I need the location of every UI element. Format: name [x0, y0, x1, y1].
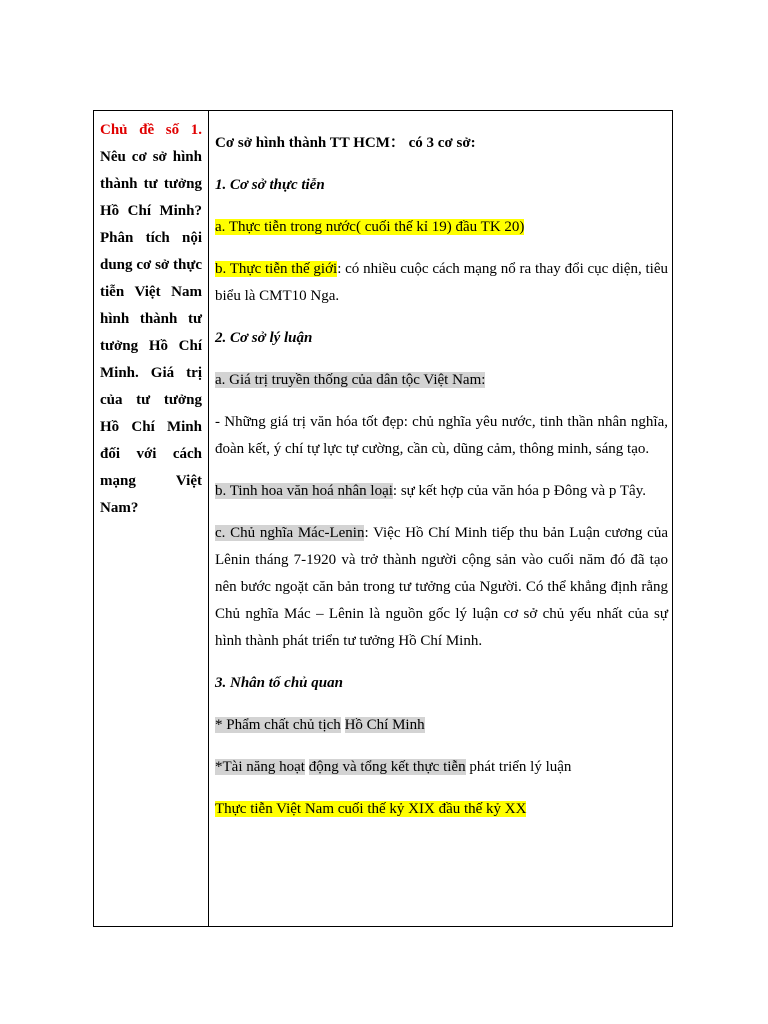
column-divider [208, 111, 209, 926]
s1-b-text: : có nhiều cuộc cách mạng nổ ra thay đổi cục diện, tiêu biểu là CMT10 Nga. [215, 261, 668, 304]
s3-b-paragraph [215, 754, 668, 781]
s2-c-paragraph [215, 520, 668, 655]
s3-b-highlight-2: động và tổng kết thực tiễn [308, 759, 466, 775]
heading: Cơ sở hình thành TT HCM： có 3 cơ sở: [215, 135, 476, 151]
s3-b-text: phát triển lý luận [465, 759, 572, 775]
content-table [93, 110, 673, 927]
section1-title: 1. Cơ sở thực tiễn [215, 177, 325, 193]
s2-b-highlight: b. Tinh hoa văn hoá nhân loại [215, 483, 393, 499]
s1-a-paragraph [215, 214, 668, 241]
s3-c-paragraph [215, 796, 668, 823]
s2-c-highlight: c. Chủ nghĩa Mác-Lenin [215, 525, 365, 541]
s3-a-highlight-2: Hồ Chí Minh [344, 717, 425, 733]
s1-a-text: a. Thực tiễn trong nước( cuối thế kỉ 19) đầu TK 20) [215, 219, 525, 235]
topic-label: Chủ đề số 1. [100, 122, 202, 138]
s2-b-paragraph [215, 478, 668, 505]
s3-a-paragraph [215, 712, 668, 739]
s3-a-gap [341, 717, 345, 733]
topic-question: Nêu cơ sở hình thành tư tưởng Hồ Chí Minh? Phân tích nội dung cơ sở thực tiễn Việt Nam hình thành tư tưởng Hồ Chí Minh. Giá trị của tư tưởng Hồ Chí Minh đối với cách mạng Việt Nam? [100, 149, 202, 516]
section3-title: 3. Nhân tố chủ quan [215, 675, 343, 691]
s2-a-text: a. Giá trị truyền thống của dân tộc Việt Nam: [215, 372, 486, 388]
section2-title: 2. Cơ sở lý luận [215, 330, 313, 346]
s2-a-paragraph [215, 367, 668, 394]
left-cell [100, 117, 202, 522]
s2-c-text: : Việc Hồ Chí Minh tiếp thu bản Luận cương của Lênin tháng 7-1920 và trở thành người cộng sản vào cuối năm đó đã tạo nên bước ngoặt căn bản trong tư tưởng của Người. Có thể khẳng định rằng Chủ nghĩa Mác – Lênin là nguồn gốc lý luận cơ sở chủ yếu nhất của sự hình thành phát triển tư tưởng Hồ Chí Minh. [215, 525, 668, 649]
s3-b-highlight-1: *Tài năng hoạt [215, 759, 305, 775]
s2-b-text: : sự kết hợp của văn hóa p Đông và p Tây. [392, 483, 646, 499]
s3-c-text: Thực tiễn Việt Nam cuối thế kỷ XIX đầu thế kỷ XX [215, 801, 527, 817]
s3-a-highlight-1: * Phẩm chất chủ tịch [215, 717, 341, 733]
right-cell [215, 111, 668, 823]
s2-a-detail: - Những giá trị văn hóa tốt đẹp: chủ nghĩa yêu nước, tinh thần nhân nghĩa, đoàn kết, ý chí tự lực tự cường, cần cù, dũng cảm, thông minh, sáng tạo. [215, 414, 668, 457]
s1-b-paragraph [215, 256, 668, 310]
s1-b-highlight: b. Thực tiễn thế giới [215, 261, 338, 277]
